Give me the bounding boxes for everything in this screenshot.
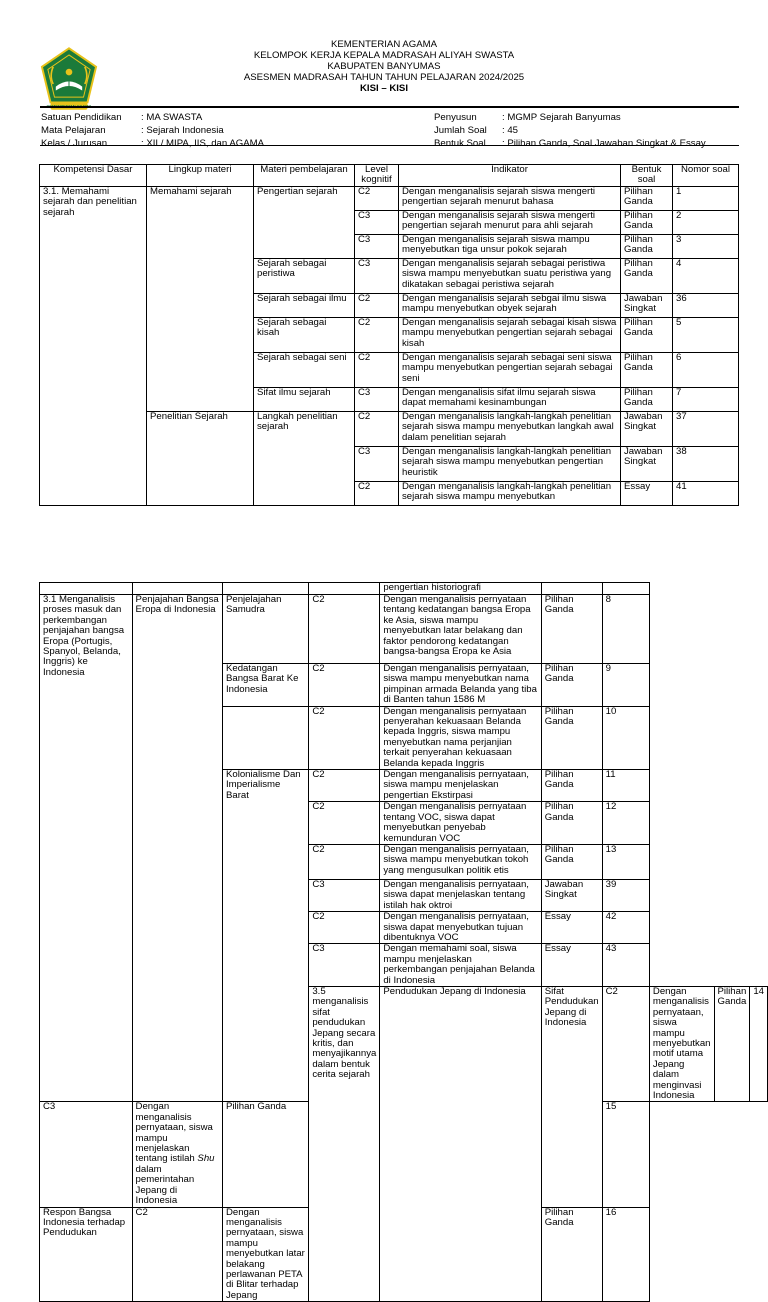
bentuk-cell: Pilihan Ganda [621,234,673,258]
indikator-cell: Dengan menganalisis langkah-langkah penelitian sejarah siswa mampu menyebutkan langkah awal dalam penelitian sejarah [399,411,621,446]
level-cell: C3 [309,879,380,911]
nomor-cell: 42 [602,912,649,944]
level-cell: C2 [309,802,380,845]
indikator-cell: Dengan menganalisis sejarah sebagai seni siswa mampu menyebutkan pengertian sejarah sebagai seni [399,352,621,387]
info-label: Penyusun [434,112,477,123]
nomor-cell: 41 [673,481,739,505]
level-cell: C3 [355,234,399,258]
level-cell: C2 [309,912,380,944]
level-cell: C2 [309,595,380,664]
lingkup-cell: Memahami sejarah [147,186,254,411]
bentuk-cell: Pilihan Ganda [621,317,673,352]
bentuk-cell: Jawaban Singkat [621,446,673,481]
info-label: Kelas / Jurusan [41,138,108,149]
bentuk-cell: Pilihan Ganda [541,770,602,802]
header-line: KEMENTERIAN AGAMA [330,39,438,50]
materi-cell: Respon Bangsa Indonesia terhadap Pendudukan [40,1207,133,1302]
level-cell: C2 [355,411,399,446]
column-header: Lingkup materi [147,165,254,187]
document-header [0,39,768,94]
header-line: KELOMPOK KERJA KEPALA MADRASAH ALIYAH SWASTA [253,50,515,61]
header-line: KABUPATEN BANYUMAS [327,61,441,72]
materi-cell: Penjelajahan Samudra [222,595,308,664]
lingkup-cell: Penelitian Sejarah [147,411,254,505]
info-value: : XII / MIPA, IIS, dan AGAMA [141,138,264,149]
nomor-cell: 11 [602,770,649,802]
indikator-cell: Dengan menganalisis sejarah sebagai kisah siswa mampu menyebutkan pengertian sejarah sebagai kisah [399,317,621,352]
materi-cell: Sejarah sebagai ilmu [254,293,355,317]
nomor-cell: 3 [673,234,739,258]
bentuk-cell: Pilihan Ganda [222,1102,308,1207]
indikator-cell: Dengan menganalisis pernyataan penyerahan kekuasaan Belanda kepada Inggris, siswa mampu menyebutkan nama perjanjian terkait penyerahan kekuasaan Belanda kepada Inggris [380,706,541,769]
nomor-cell: 8 [602,595,649,664]
nomor-cell: 39 [602,879,649,911]
materi-cell: Pengertian sejarah [254,186,355,258]
table-row [40,186,739,210]
bentuk-cell: Essay [541,944,602,987]
kd-cell: 3.1 Menganalisis proses masuk dan perkembangan penjajahan bangsa Eropa (Portugis, Spanyol, Belanda, Inggris) ke Indonesia [40,595,133,1102]
indikator-cell: Dengan menganalisis pernyataan tentang VOC, siswa dapat menyebutkan penyebab kemunduran VOC [380,802,541,845]
nomor-cell: 10 [602,706,649,769]
bentuk-cell: Essay [541,912,602,944]
bentuk-cell: Pilihan Ganda [621,186,673,210]
bentuk-cell: Pilihan Ganda [621,352,673,387]
nomor-cell: 15 [602,1102,649,1207]
indikator-cell: Dengan menganalisis pernyataan, siswa dapat menjelaskan tentang istilah hak oktroi [380,879,541,911]
info-label: Bentuk Soal [434,138,486,149]
indikator-cell: Dengan menganalisis pernyataan, siswa mampu menyebutkan motif utama Jepang dalam menginvasi Indonesia [649,986,714,1101]
column-header: Indikator [399,165,621,187]
level-cell: C2 [309,770,380,802]
level-cell: C2 [355,317,399,352]
info-label: Mata Pelajaran [41,125,106,136]
indikator-cell: Dengan menganalisis pernyataan, siswa mampu menjelaskan pengertian Ekstirpasi [380,770,541,802]
bentuk-cell: Pilihan Ganda [541,844,602,879]
bentuk-cell: Pilihan Ganda [621,210,673,234]
column-header: Nomor soal [673,165,739,187]
nomor-cell: 9 [602,664,649,707]
indikator-cell: Dengan menganalisis sejarah siswa mengerti pengertian sejarah menurut bahasa [399,186,621,210]
bentuk-cell: Pilihan Ganda [541,706,602,769]
indikator-cell: Dengan menganalisis sejarah sebagai peristiwa siswa mampu menyebutkan suatu peristiwa yang dikatakan sebagai peristiwa sejarah [399,258,621,293]
bentuk-cell: Pilihan Ganda [621,387,673,411]
level-cell: C3 [355,258,399,293]
nomor-cell: 38 [673,446,739,481]
kd-cell: 3.1. Memahami sejarah dan penelitian sejarah [40,186,147,505]
level-cell: C2 [309,706,380,769]
bentuk-cell: Pilihan Ganda [541,595,602,664]
bentuk-cell: Jawaban Singkat [541,879,602,911]
document-title: KISI – KISI [360,83,408,94]
logo-text: KEMENTERIAN AGAMA [46,103,92,109]
level-cell: C3 [309,944,380,987]
header-line: ASESMEN MADRASAH TAHUN TAHUN PELAJARAN 2024/2025 [243,72,525,83]
column-header: Materi pembelajaran [254,165,355,187]
indikator-cell: pengertian historiografi [380,583,541,595]
indikator-cell: Dengan menganalisis sifat ilmu sejarah siswa dapat memahami kesinambungan [399,387,621,411]
info-value: : MA SWASTA [141,112,203,123]
nomor-cell: 6 [673,352,739,387]
lingkup-cell: Pendudukan Jepang di Indonesia [380,986,541,1301]
indikator-cell: Dengan menganalisis sejarah siswa mampu menyebutkan tiga unsur pokok sejarah [399,234,621,258]
info-value: : Pilihan Ganda, Soal Jawaban Singkat & Essay [502,138,706,149]
materi-cell: Sejarah sebagai seni [254,352,355,387]
info-label: Jumlah Soal [434,125,487,136]
indikator-cell: Dengan menganalisis langkah-langkah penelitian sejarah siswa mampu menyebutkan [399,481,621,505]
lingkup-cell: Penjajahan Bangsa Eropa di Indonesia [132,595,222,1102]
indikator-cell: Dengan menganalisis sejarah sebgai ilmu siswa mampu menyebutkan obyek sejarah [399,293,621,317]
info-value: : Sejarah Indonesia [141,125,224,136]
bentuk-cell: Essay [621,481,673,505]
table-row [40,583,768,595]
materi-cell: Langkah penelitian sejarah [254,411,355,505]
bentuk-cell: Jawaban Singkat [621,293,673,317]
indikator-cell: Dengan menganalisis pernyataan, siswa dapat menyebutkan tujuan dibentuknya VOC [380,912,541,944]
column-header: Bentuk soal [621,165,673,187]
column-header: Kompetensi Dasar [40,165,147,187]
column-header: Level kognitif [355,165,399,187]
bentuk-cell: Pilihan Ganda [541,802,602,845]
indikator-cell: Dengan menganalisis pernyataan, siswa mampu menjelaskan tentang istilah Shu dalam pemerintahan Jepang di Indonesia [132,1102,222,1207]
bentuk-cell: Pilihan Ganda [541,664,602,707]
level-cell: C3 [355,387,399,411]
nomor-cell: 12 [602,802,649,845]
nomor-cell: 1 [673,186,739,210]
level-cell: C3 [355,210,399,234]
indikator-cell: Dengan menganalisis pernyataan, siswa mampu menyebutkan tokoh yang mengusulkan politik etis [380,844,541,879]
indikator-cell: Dengan menganalisis pernyataan tentang kedatangan bangsa Eropa ke Asia, siswa mampu menyebutkan latar belakang dan faktor pendorong kedatangan bangsa-bangsa Eropa ke Asia [380,595,541,664]
nomor-cell: 5 [673,317,739,352]
nomor-cell: 37 [673,411,739,446]
bentuk-cell: Pilihan Ganda [621,258,673,293]
indikator-cell: Dengan menganalisis pernyataan, siswa mampu menyebutkan latar belakang perlawanan PETA di Blitar terhadap Jepang [222,1207,308,1302]
indikator-cell: Dengan menganalisis langkah-langkah penelitian sejarah siswa mampu menyebutkan pengertian heuristik [399,446,621,481]
level-cell: C2 [355,293,399,317]
nomor-cell: 36 [673,293,739,317]
info-value: : MGMP Sejarah Banyumas [502,112,621,123]
indikator-cell: Dengan memahami soal, siswa mampu menjelaskan perkembangan penjajahan Belanda di Indonesia [380,944,541,987]
nomor-cell: 13 [602,844,649,879]
bentuk-cell: Jawaban Singkat [621,411,673,446]
level-cell: C2 [602,986,649,1101]
kisi-table-page-1 [39,164,739,506]
indikator-cell: Dengan menganalisis pernyataan, siswa mampu menyebutkan nama pimpinan armada Belanda yang tiba di Banten tahun 1586 M [380,664,541,707]
kd-cell: 3.5 menganalisis sifat pendudukan Jepang secara kritis, dan menyajikannya dalam bentuk cerita sejarah [309,986,380,1301]
level-cell: C2 [355,352,399,387]
materi-cell: Sejarah sebagai kisah [254,317,355,352]
level-cell: C2 [309,844,380,879]
level-cell: C3 [40,1102,133,1207]
nomor-cell: 4 [673,258,739,293]
materi-cell: Kedatangan Bangsa Barat Ke Indonesia [222,664,308,707]
bentuk-cell: Pilihan Ganda [541,1207,602,1302]
nomor-cell: 16 [602,1207,649,1302]
indikator-cell: Dengan menganalisis sejarah siswa mengerti pengertian sejarah menurut para ahli sejarah [399,210,621,234]
nomor-cell: 14 [750,986,768,1101]
info-value: : 45 [502,125,519,136]
kisi-table-page-2 [39,582,768,1302]
level-cell: C2 [309,664,380,707]
level-cell: C3 [355,446,399,481]
bentuk-cell: Pilihan Ganda [714,986,750,1101]
info-left [39,110,266,151]
materi-cell: Kolonialisme Dan Imperialisme Barat [222,770,308,1102]
level-cell: C2 [355,481,399,505]
nomor-cell: 2 [673,210,739,234]
materi-cell: Sifat Pendudukan Jepang di Indonesia [541,986,602,1207]
nomor-cell: 43 [602,944,649,987]
info-right [432,110,708,151]
info-label: Satuan Pendidikan [41,112,122,123]
level-cell: C2 [355,186,399,210]
materi-cell: Sifat ilmu sejarah [254,387,355,411]
table-row [40,595,768,664]
materi-cell: Sejarah sebagai peristiwa [254,258,355,293]
nomor-cell: 7 [673,387,739,411]
level-cell: C2 [132,1207,222,1302]
